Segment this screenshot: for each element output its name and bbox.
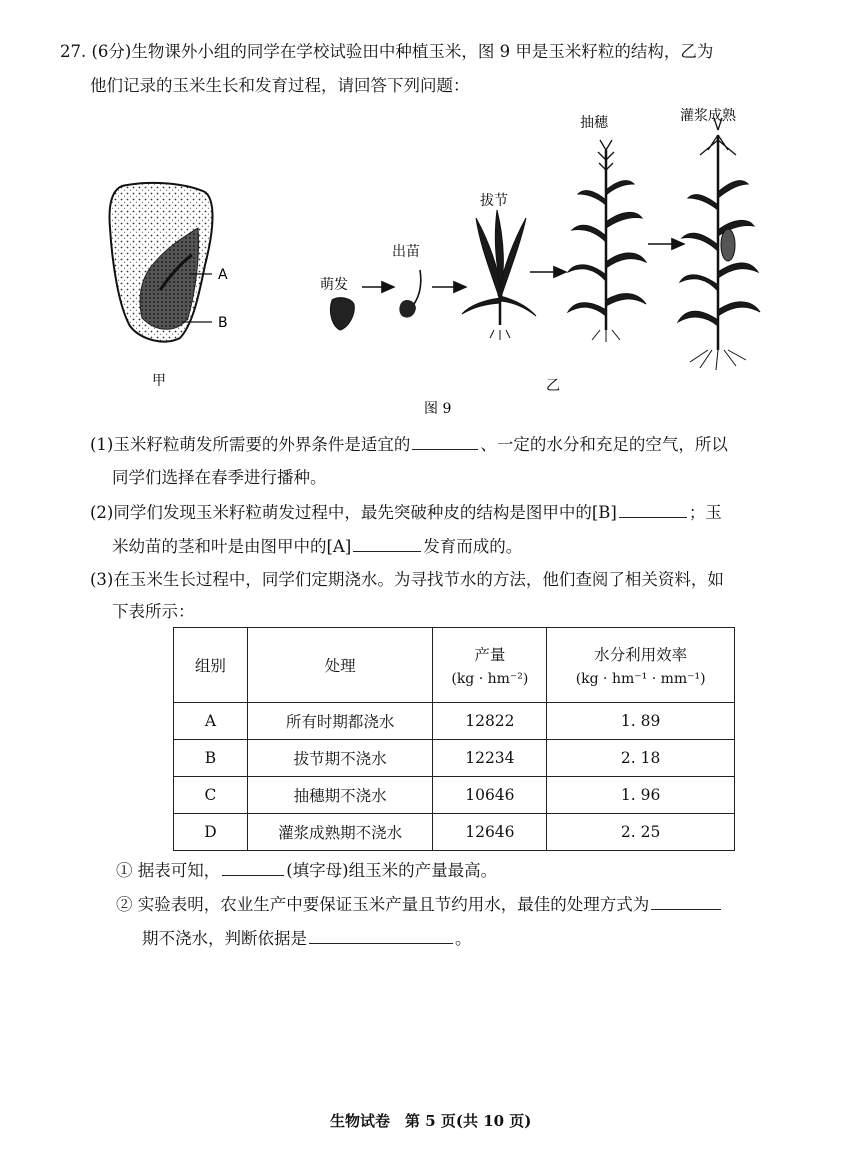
page-footer: 生物试卷 第 5 页(共 10 页): [330, 1112, 532, 1130]
seedling-drawing: [399, 270, 420, 318]
sub2-answer-blank-1[interactable]: [651, 892, 721, 910]
stage-guanjiang: 灌浆成熟: [680, 108, 736, 124]
header-efficiency-title: 水分利用效率: [594, 646, 688, 664]
stage-chumiao: 出苗: [392, 244, 420, 260]
stage-chousui: 抽穗: [580, 115, 608, 131]
corn-kernel-diagram: [110, 183, 213, 342]
label-jia: 甲: [152, 373, 166, 389]
q2-answer-blank-a[interactable]: [353, 534, 421, 552]
sub2-answer-blank-2[interactable]: [309, 926, 453, 944]
sub2-line-2: [142, 926, 472, 951]
q2-line-1: [90, 500, 722, 525]
sub1-line: [116, 858, 497, 883]
cell-treatment: 所有时期都浇水: [247, 703, 433, 740]
stage-mengfa: 萌发: [320, 277, 348, 293]
heading-plant-drawing: [568, 140, 646, 342]
cell-efficiency: 2. 25: [547, 814, 735, 851]
cell-group: C: [174, 777, 248, 814]
mature-plant-drawing: [678, 118, 760, 370]
cell-yield: 10646: [433, 777, 547, 814]
cell-yield: 12646: [433, 814, 547, 851]
table-row: [174, 814, 735, 851]
q1-text-b: 、一定的水分和充足的空气，所以: [480, 435, 728, 454]
header-efficiency-unit: (kg · hm⁻¹ · mm⁻¹): [575, 671, 706, 687]
sub2-text-c: 。: [455, 929, 472, 948]
cell-treatment: 抽穗期不浇水: [247, 777, 433, 814]
sub1-text-a: ① 据表可知，: [116, 861, 221, 880]
label-yi: 乙: [546, 378, 560, 394]
cell-group: D: [174, 814, 248, 851]
table-row: [174, 703, 735, 740]
figure-9: [0, 100, 860, 420]
sub2-text-b: 期不浇水，判断依据是: [142, 929, 307, 948]
cell-efficiency: 1. 96: [547, 777, 735, 814]
cell-efficiency: 1. 89: [547, 703, 735, 740]
q2-answer-blank-b[interactable]: [619, 500, 687, 518]
cell-group: A: [174, 703, 248, 740]
q2-text-a: (2)同学们发现玉米籽粒萌发过程中，最先突破种皮的结构是图甲中的[B]: [90, 503, 617, 522]
q2-text-b: ；玉: [688, 503, 722, 522]
sub2-line-1: [116, 892, 723, 917]
q1-line-2: 同学们选择在春季进行播种。: [112, 468, 327, 487]
header-yield-title: 产量: [474, 646, 506, 664]
q1-answer-blank[interactable]: [412, 432, 478, 450]
table-row: [174, 740, 735, 777]
q3-line-2: 下表所示：: [112, 602, 195, 621]
figure-caption: 图 9: [424, 401, 452, 417]
label-b: B: [218, 315, 228, 331]
cell-yield: 12234: [433, 740, 547, 777]
sub2-text-a: ② 实验表明，农业生产中要保证玉米产量且节约用水，最佳的处理方式为: [116, 895, 650, 914]
stage-bajie: 拔节: [480, 193, 508, 209]
header-treatment: 处理: [247, 628, 433, 703]
sub1-text-b: (填字母)组玉米的产量最高。: [286, 861, 498, 880]
cell-treatment: 灌浆成熟期不浇水: [247, 814, 433, 851]
sub1-answer-blank[interactable]: [222, 858, 284, 876]
header-yield: [433, 628, 547, 703]
data-table: [173, 627, 735, 851]
cell-group: B: [174, 740, 248, 777]
header-efficiency: [547, 628, 735, 703]
cell-efficiency: 2. 18: [547, 740, 735, 777]
q2-line-2: [112, 534, 522, 559]
table-row: [174, 777, 735, 814]
q1-text-a: (1)玉米籽粒萌发所需要的外界条件是适宜的: [90, 435, 411, 454]
q1-line-1: [90, 432, 728, 457]
question-line-1: 27. (6分)生物课外小组的同学在学校试验田中种植玉米，图 9 甲是玉米籽粒的结构，乙为: [60, 42, 714, 61]
seed-drawing: [330, 298, 354, 330]
label-a: A: [218, 267, 228, 283]
q2-text-d: 发育而成的。: [423, 537, 523, 556]
jointing-plant-drawing: [462, 210, 536, 340]
q3-line-1: (3)在玉米生长过程中，同学们定期浇水。为寻找节水的方法，他们查阅了相关资料，如: [90, 570, 724, 589]
q2-text-c: 米幼苗的茎和叶是由图甲中的[A]: [112, 537, 352, 556]
cell-yield: 12822: [433, 703, 547, 740]
table-header-row: [174, 628, 735, 703]
cell-treatment: 拔节期不浇水: [247, 740, 433, 777]
header-yield-unit: (kg · hm⁻²): [451, 671, 529, 687]
question-line-2: 他们记录的玉米生长和发育过程，请回答下列问题：: [90, 76, 470, 95]
header-group: 组别: [174, 628, 248, 703]
